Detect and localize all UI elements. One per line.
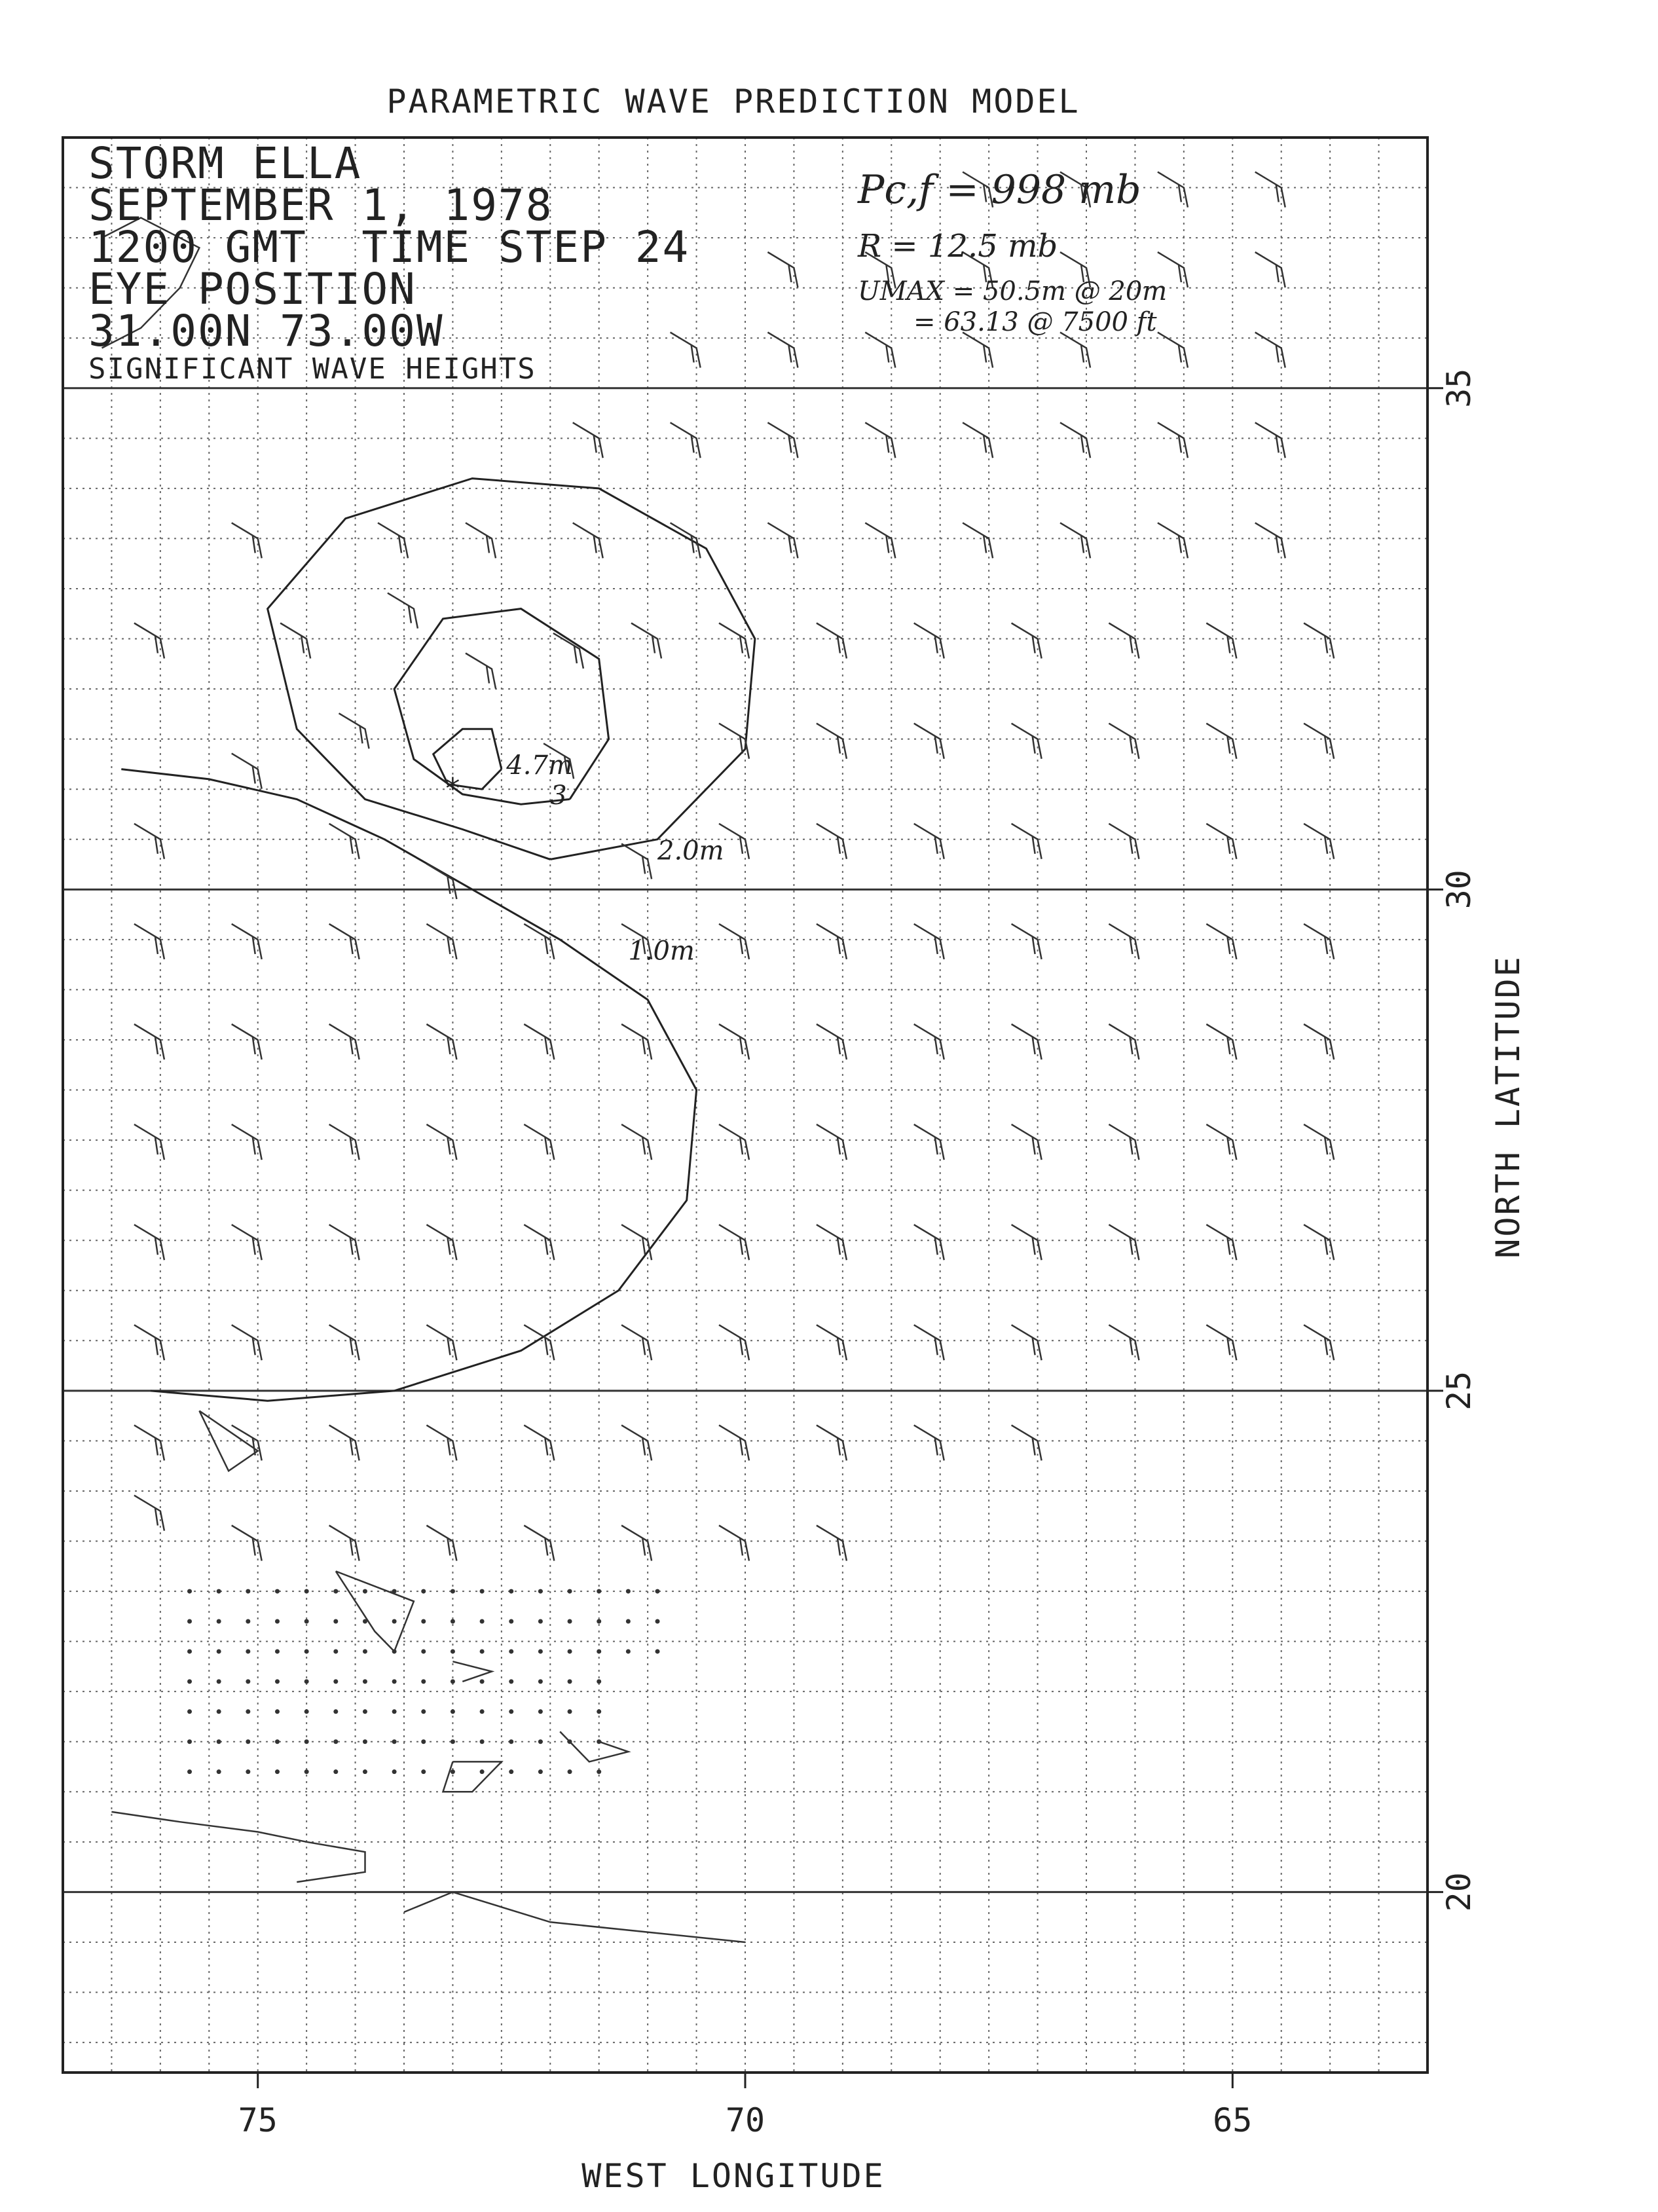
island-dot <box>333 1619 338 1624</box>
island-dot <box>421 1679 426 1684</box>
note-umax: UMAX = 50.5m @ 20m <box>858 276 1168 306</box>
wind-barb <box>1012 623 1042 659</box>
wind-barb <box>1255 333 1285 368</box>
island-dot <box>217 1679 221 1684</box>
island-dot <box>333 1589 338 1594</box>
wind-barb <box>426 1225 456 1260</box>
wind-barb <box>1255 523 1285 558</box>
wind-barb <box>1012 824 1042 859</box>
island-dot <box>509 1649 513 1653</box>
island-dot <box>246 1589 250 1594</box>
island-dot <box>304 1589 309 1594</box>
island-dot <box>509 1709 513 1714</box>
island-dot <box>246 1649 250 1653</box>
island-dot <box>451 1679 455 1684</box>
x-tick-label: 70 <box>725 2101 765 2139</box>
wind-barb <box>817 1526 847 1561</box>
island-dot <box>480 1739 485 1744</box>
wind-barb <box>329 1225 359 1260</box>
header-date: SEPTEMBER 1, 1978 <box>88 180 553 230</box>
wind-barb <box>378 523 408 558</box>
wind-barb <box>466 654 496 689</box>
island-dot <box>217 1709 221 1714</box>
wind-barb <box>1109 924 1139 959</box>
axis-ticks <box>238 369 1478 2139</box>
coastline-segment <box>560 1731 628 1761</box>
island-dot <box>626 1589 631 1594</box>
island-dot <box>392 1679 397 1684</box>
island-dot <box>363 1679 367 1684</box>
island-dot <box>304 1709 309 1714</box>
wind-barb <box>719 623 749 659</box>
island-dot <box>246 1739 250 1744</box>
contour-label: 4.7m <box>506 750 573 781</box>
wind-barb <box>1304 924 1334 959</box>
contour-label: 1.0m <box>628 936 695 967</box>
island-dot <box>275 1709 280 1714</box>
island-dot <box>333 1679 338 1684</box>
wind-barb <box>524 924 554 959</box>
island-dot <box>187 1709 192 1714</box>
wind-barb <box>339 713 369 748</box>
wind-barb <box>466 523 496 558</box>
wind-barb <box>963 523 993 558</box>
y-tick-label: 25 <box>1440 1371 1478 1410</box>
wind-barb <box>817 623 847 659</box>
island-dot <box>187 1589 192 1594</box>
wind-barb <box>232 754 262 789</box>
island-dot <box>509 1619 513 1624</box>
wind-barb <box>914 924 944 959</box>
island-dot <box>597 1649 601 1653</box>
island-dot <box>392 1739 397 1744</box>
island-dot <box>480 1679 485 1684</box>
wind-barb <box>1109 1225 1139 1260</box>
wind-barb <box>280 623 310 659</box>
contour-line <box>121 769 696 1401</box>
island-dot <box>217 1619 221 1624</box>
wind-barb <box>1012 924 1042 959</box>
island-dot <box>538 1649 543 1653</box>
island-dot <box>421 1709 426 1714</box>
island-dot <box>451 1649 455 1653</box>
island-dot <box>246 1769 250 1774</box>
contour-line <box>394 609 609 805</box>
coastline-segment <box>336 1572 414 1651</box>
island-dot <box>655 1589 660 1594</box>
island-dot <box>187 1679 192 1684</box>
island-dot <box>451 1619 455 1624</box>
wind-barb <box>621 1225 652 1260</box>
island-dot <box>217 1589 221 1594</box>
island-dot <box>246 1679 250 1684</box>
coastline-islands <box>102 218 746 1943</box>
wind-barb <box>621 1526 652 1561</box>
island-dot <box>451 1589 455 1594</box>
wind-barb <box>914 1225 944 1260</box>
island-dot <box>626 1619 631 1624</box>
wind-barb <box>1304 824 1334 859</box>
island-dot <box>363 1649 367 1653</box>
wind-barb <box>329 824 359 859</box>
island-dot <box>246 1619 250 1624</box>
chart-title: PARAMETRIC WAVE PREDICTION MODEL <box>386 83 1080 120</box>
island-dot <box>363 1589 367 1594</box>
y-tick-label: 20 <box>1440 1872 1478 1912</box>
island-dot <box>509 1739 513 1744</box>
island-dot <box>421 1649 426 1653</box>
y-tick-label: 30 <box>1440 870 1478 910</box>
wind-barb <box>767 523 798 558</box>
header-storm-name: STORM ELLA <box>88 138 362 189</box>
island-dot <box>333 1739 338 1744</box>
wind-barb <box>232 1225 262 1260</box>
island-dot <box>363 1709 367 1714</box>
island-dot <box>187 1619 192 1624</box>
island-dot <box>275 1679 280 1684</box>
wind-barb <box>134 824 164 859</box>
contour-label: 3 <box>550 781 567 811</box>
grid <box>63 138 1428 2073</box>
island-dot <box>363 1739 367 1744</box>
island-dot <box>597 1619 601 1624</box>
note-radius: R = 12.5 mb <box>858 228 1058 265</box>
island-dot <box>333 1709 338 1714</box>
island-dot <box>187 1739 192 1744</box>
island-dot <box>568 1709 572 1714</box>
island-dot <box>333 1769 338 1774</box>
island-dot <box>187 1649 192 1653</box>
note-pressure: Pc,f = 998 mb <box>858 167 1141 213</box>
wind-barb <box>1304 1225 1334 1260</box>
island-dot <box>568 1739 572 1744</box>
wind-barb <box>232 1526 262 1561</box>
island-dot <box>275 1589 280 1594</box>
island-dot <box>509 1679 513 1684</box>
island-dot <box>568 1649 572 1653</box>
island-dot <box>246 1709 250 1714</box>
island-dot <box>421 1769 426 1774</box>
island-dot <box>538 1769 543 1774</box>
wind-barb <box>1206 924 1236 959</box>
island-dot <box>275 1649 280 1653</box>
island-dot <box>363 1619 367 1624</box>
island-dot <box>421 1739 426 1744</box>
header-time-step: 1200 GMT TIME STEP 24 <box>88 222 690 272</box>
wind-barb <box>524 1225 554 1260</box>
coastline-segment <box>404 1892 745 1942</box>
island-dot <box>597 1739 601 1744</box>
island-dot <box>421 1589 426 1594</box>
island-dot <box>538 1589 543 1594</box>
island-dot <box>538 1709 543 1714</box>
wind-barb <box>621 843 652 879</box>
wind-barb <box>1206 1225 1236 1260</box>
wind-barb <box>134 623 164 659</box>
island-dot <box>275 1619 280 1624</box>
wind-barb <box>671 523 701 558</box>
wind-barb <box>1060 523 1090 558</box>
island-dot <box>480 1619 485 1624</box>
wind-barb <box>388 593 418 629</box>
island-dot <box>597 1679 601 1684</box>
island-dot <box>451 1769 455 1774</box>
island-dot <box>392 1709 397 1714</box>
island-dot <box>187 1769 192 1774</box>
wind-barb <box>232 523 262 558</box>
island-dot <box>509 1769 513 1774</box>
coastline-segment <box>452 1661 492 1682</box>
island-dot <box>597 1709 601 1714</box>
island-dot <box>392 1769 397 1774</box>
x-axis-label: WEST LONGITUDE <box>581 2157 885 2195</box>
island-dot <box>304 1619 309 1624</box>
header-eye-label: EYE POSITION <box>88 264 416 314</box>
island-dot <box>392 1619 397 1624</box>
wind-barb <box>719 1225 749 1260</box>
island-dot <box>217 1649 221 1653</box>
island-dot <box>568 1769 572 1774</box>
y-axis-label: NORTH LATITUDE <box>1489 955 1527 1259</box>
island-dot <box>421 1619 426 1624</box>
island-dot <box>451 1709 455 1714</box>
wind-barb <box>817 1225 847 1260</box>
wind-barb <box>865 523 895 558</box>
island-dot <box>333 1649 338 1653</box>
note-umax-ft: = 63.13 @ 7500 ft <box>913 307 1157 337</box>
wind-barb <box>232 924 262 959</box>
island-dot <box>451 1739 455 1744</box>
island-dot <box>538 1739 543 1744</box>
island-dot <box>304 1769 309 1774</box>
wind-barb <box>1304 623 1334 659</box>
wind-barb <box>914 824 944 859</box>
wind-barb <box>1109 824 1139 859</box>
wind-barb <box>329 924 359 959</box>
wind-barb <box>426 924 456 959</box>
island-dot <box>217 1769 221 1774</box>
island-dot <box>480 1769 485 1774</box>
header-subtitle: SIGNIFICANT WAVE HEIGHTS <box>88 352 536 386</box>
island-dot <box>480 1709 485 1714</box>
wind-barb <box>329 1526 359 1561</box>
island-dot <box>304 1739 309 1744</box>
header-eye-position: 31.00N 73.00W <box>88 306 444 356</box>
wind-barb <box>1109 623 1139 659</box>
wind-barb <box>631 623 661 659</box>
island-dot <box>363 1769 367 1774</box>
coastline-segment <box>443 1761 502 1792</box>
island-dot <box>568 1589 572 1594</box>
eye-marker: * <box>444 772 462 806</box>
wind-barb <box>134 1225 164 1260</box>
island-dot <box>509 1589 513 1594</box>
island-dot <box>304 1649 309 1653</box>
wind-barb <box>426 1526 456 1561</box>
island-dot <box>655 1649 660 1653</box>
island-dot <box>597 1769 601 1774</box>
wind-barb <box>767 333 798 368</box>
wind-barb <box>817 924 847 959</box>
island-dot <box>275 1769 280 1774</box>
island-dot <box>626 1649 631 1653</box>
wind-barb <box>426 864 456 899</box>
island-dot <box>568 1619 572 1624</box>
contour-label: 2.0m <box>657 836 724 866</box>
wind-barb <box>1206 623 1236 659</box>
handwritten-notes <box>857 167 1167 337</box>
coastline-segment <box>111 1812 365 1882</box>
wind-barb <box>1206 824 1236 859</box>
wind-barb <box>914 623 944 659</box>
wind-barb <box>1012 1225 1042 1260</box>
wind-barb <box>719 924 749 959</box>
wind-barb <box>719 1526 749 1561</box>
wind-barb <box>817 824 847 859</box>
wind-barb <box>1158 523 1188 558</box>
island-dot <box>568 1679 572 1684</box>
island-dot <box>597 1589 601 1594</box>
island-dot <box>480 1589 485 1594</box>
island-dot <box>538 1619 543 1624</box>
island-dot <box>480 1649 485 1653</box>
x-tick-label: 75 <box>238 2101 278 2139</box>
island-dot <box>655 1619 660 1624</box>
wind-barb <box>134 924 164 959</box>
wave-height-contours <box>121 479 755 1401</box>
wind-barb <box>573 523 603 558</box>
island-dot <box>275 1739 280 1744</box>
island-dot <box>392 1649 397 1653</box>
island-dot <box>217 1739 221 1744</box>
x-tick-label: 65 <box>1213 2101 1253 2139</box>
island-dot <box>304 1679 309 1684</box>
island-dot <box>392 1589 397 1594</box>
y-tick-label: 35 <box>1440 368 1478 408</box>
wind-barb <box>524 1526 554 1561</box>
island-dot <box>538 1679 543 1684</box>
